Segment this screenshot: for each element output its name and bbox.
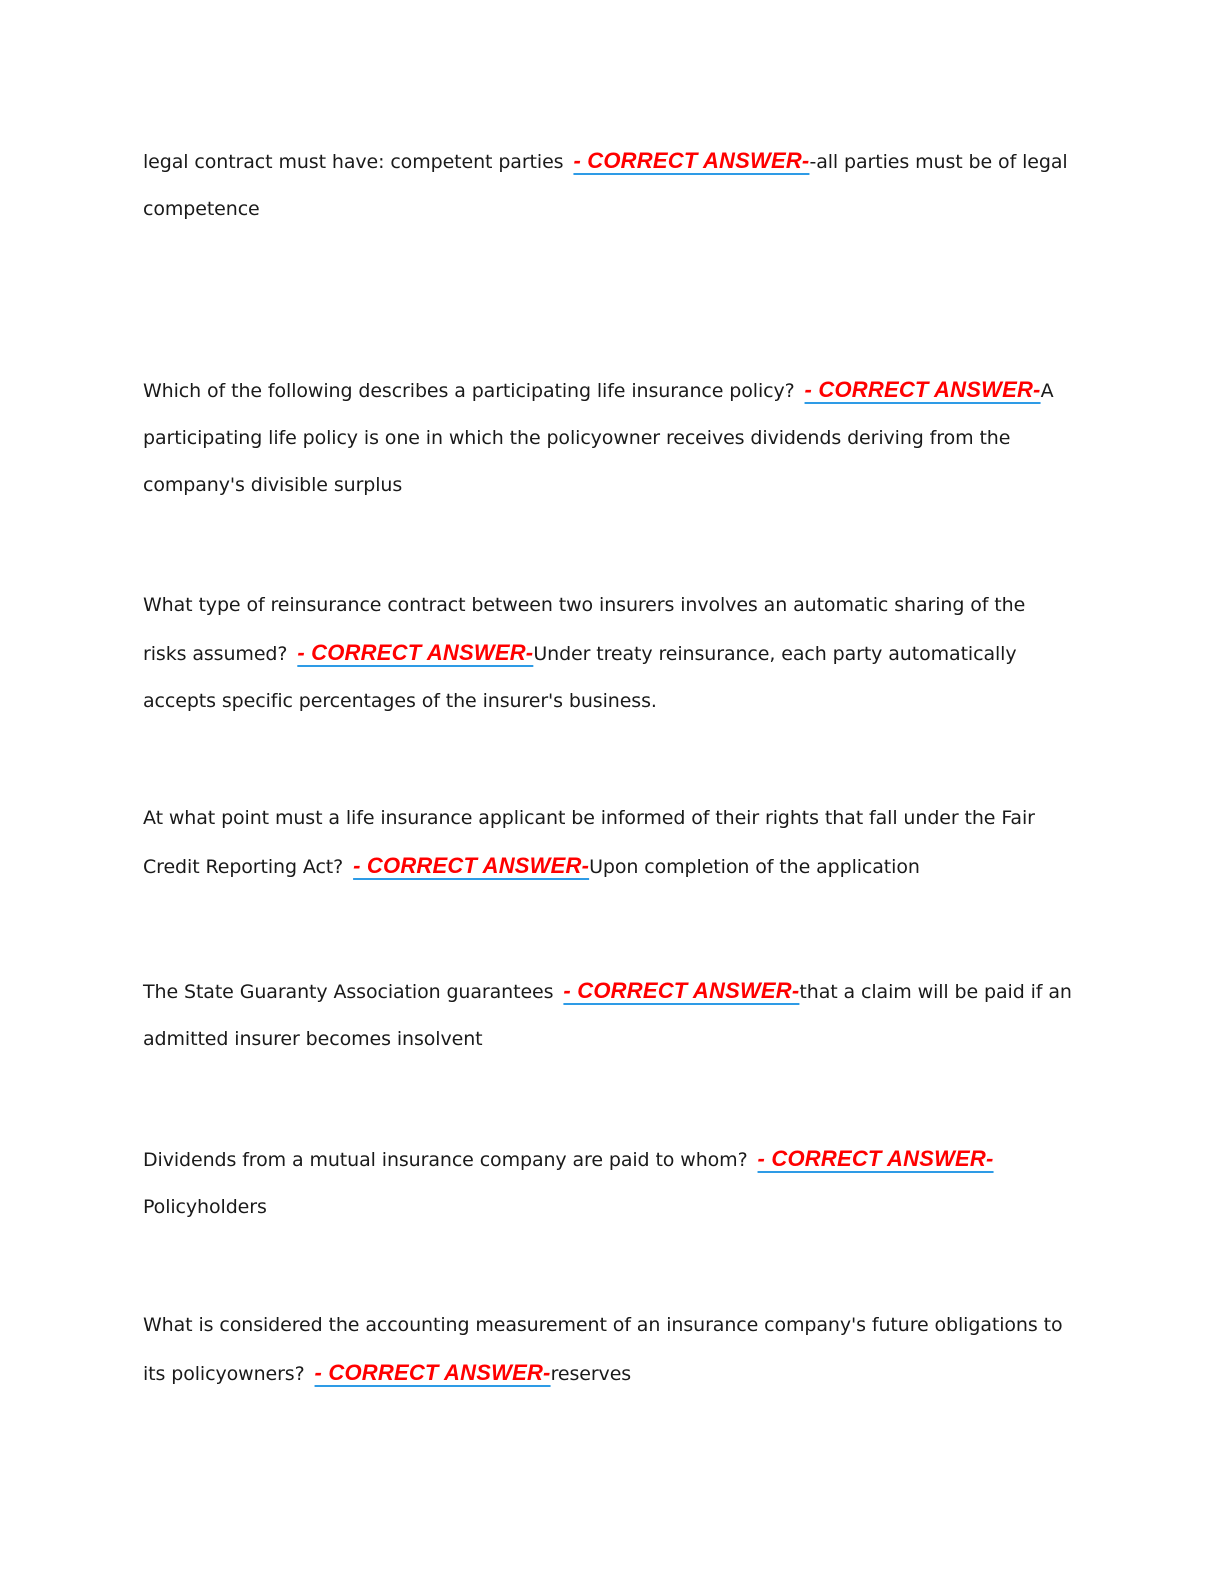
qa-item [143,1302,1073,1398]
question-text: At what point must a life insurance applicant be informed of their rights that fall under the Fair Credit Reporting Act? [143,807,1035,878]
qa-item [143,967,1073,1063]
correct-answer-marker: - CORRECT ANSWER- [757,1146,994,1171]
answer-text: Policyholders [143,1196,267,1218]
answer-text: Upon completion of the application [589,856,920,878]
correct-answer-marker: - CORRECT ANSWER- [353,853,590,878]
question-text: The State Guaranty Association guarantees [143,981,554,1003]
qa-item [143,366,1073,509]
qa-item [143,137,1073,233]
answer-text: reserves [550,1363,632,1385]
question-text: Dividends from a mutual insurance company are paid to whom? [143,1149,748,1171]
correct-answer-marker: - CORRECT ANSWER- [297,640,534,665]
correct-answer-marker: - CORRECT ANSWER- [804,377,1041,402]
correct-answer-marker: - CORRECT ANSWER- [573,148,810,173]
answer-text: A participating life policy is one in which the policyowner receives dividends deriving from the company's divisible surplus [143,380,1054,496]
qa-item [143,582,1073,725]
correct-answer-marker: - CORRECT ANSWER- [563,978,800,1003]
answer-text: that a claim will be paid if an admitted insurer becomes insolvent [143,981,1072,1050]
question-text: legal contract must have: competent parties [143,151,564,173]
question-text: Which of the following describes a participating life insurance policy? [143,380,795,402]
question-text: What type of reinsurance contract between two insurers involves an automatic sharing of the risks assumed? [143,594,1026,665]
qa-item [143,795,1073,891]
answer-text: Under treaty reinsurance, each party automatically accepts specific percentages of the insurer's business. [143,643,1017,712]
correct-answer-marker: - CORRECT ANSWER- [314,1360,551,1385]
answer-text: -all parties must be of legal competence [143,151,1068,220]
question-text: What is considered the accounting measurement of an insurance company's future obligations to its policyowners? [143,1314,1063,1385]
qa-item [143,1135,1073,1231]
